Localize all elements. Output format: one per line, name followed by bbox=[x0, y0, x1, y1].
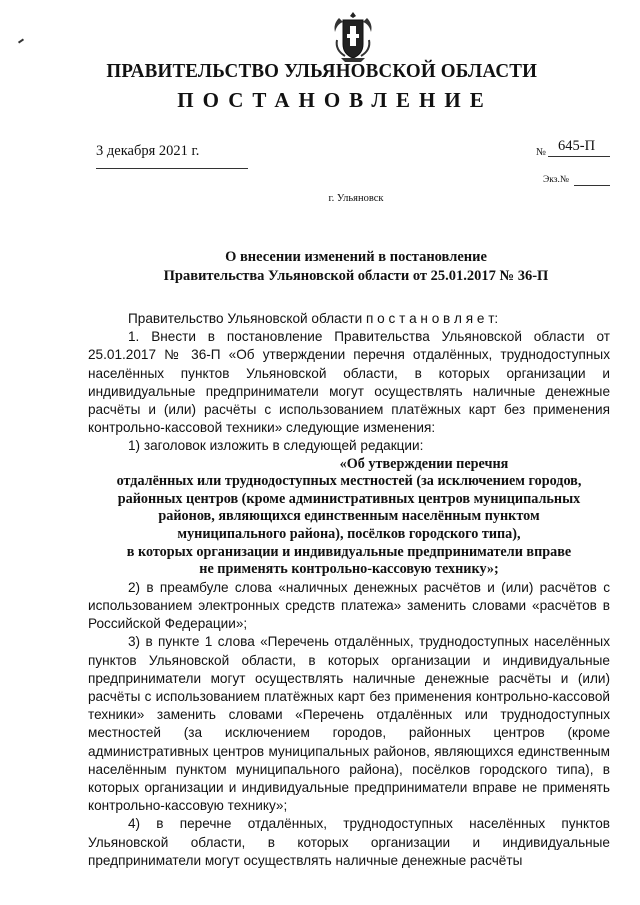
document-subject bbox=[0, 248, 640, 286]
city-name: г. Ульяновск bbox=[328, 193, 384, 204]
quote-line: в которых организации и индивидуальные предприниматели вправе bbox=[126, 543, 572, 560]
paragraph-subitem-3: 3) в пункте 1 слова «Перечень отдалённых, труднодоступных населённых пунктов Ульяновской области, в которых организации и индивидуальные предприниматели могут осуществлять наличные денежные расчёты и (или) расчёты с использованием платёжных карт без применения контрольно-кассовой техники» заменить словами «Перечень отдалённых или труднодоступных местностей (за исключением городов, районных центров (кроме административных центров муниципальных районов, являющихся единственным населённым пунктом муниципального района), посёлков городского типа), в которых организации и индивидуальные предприниматели вправе не применять контрольно-кассовую технику»; bbox=[88, 634, 610, 814]
document-body bbox=[88, 310, 610, 870]
number-sign: № bbox=[536, 147, 547, 158]
new-title-quote bbox=[88, 456, 610, 579]
paragraph-subitem-1: 1) заголовок изложить в следующей редакции: bbox=[128, 438, 424, 454]
paragraph-item-1: 1. Внести в постановление Правительства Ульяновской области от 25.01.2017 № 36-П «Об утверждении перечня отдалённых, труднодоступных населённых пунктов Ульяновской области, в которых организации и индивидуальные предприниматели могут осуществлять наличные денежные расчёты и (или) расчёты с использованием платёжных карт без применения контрольно-кассовой техники» следующие изменения: bbox=[88, 329, 610, 436]
subject-line: Правительства Ульяновской области от 25.01.2017 № 36-П bbox=[163, 268, 549, 284]
document-date: 3 декабря 2021 г. bbox=[96, 143, 200, 159]
quote-line: «Об утверждении перечня bbox=[339, 455, 509, 472]
copy-number-underline bbox=[574, 185, 610, 186]
document-number: 645-П bbox=[558, 138, 596, 154]
quote-line: муниципального района), посёлков городского типа), bbox=[177, 526, 521, 542]
quote-line: районных центров (кроме административных центров муниципальных bbox=[117, 490, 581, 507]
date-underline bbox=[96, 168, 248, 169]
government-title: ПРАВИТЕЛЬСТВО УЛЬЯНОВСКОЙ ОБЛАСТИ bbox=[106, 60, 538, 82]
paragraph-subitem-2: 2) в преамбуле слова «наличных денежных расчётов и (или) расчётов с использованием электронных средств платежа» заменить словами «расчётов в Российской Федерации»; bbox=[88, 579, 610, 632]
quote-line: районов, являющихся единственным населённым пунктом bbox=[158, 508, 540, 525]
document-type: ПОСТАНОВЛЕНИЕ bbox=[177, 88, 493, 112]
copy-number-label: Экз.№ bbox=[543, 175, 569, 185]
paragraph-subitem-4: 4) в перечне отдалённых, труднодоступных населённых пунктов Ульяновской области, в которых организации и индивидуальные предприниматели могут осуществлять наличные денежные расчёты bbox=[88, 816, 610, 868]
quote-line: отдалённых или труднодоступных местностей (за исключением городов, bbox=[116, 473, 582, 490]
number-underline bbox=[548, 156, 610, 157]
quote-line: не применять контрольно-кассовую технику»; bbox=[199, 561, 499, 578]
coat-of-arms-emblem bbox=[331, 10, 375, 64]
margin-mark bbox=[18, 38, 24, 43]
subject-line: О внесении изменений в постановление bbox=[225, 249, 487, 265]
resolution-intro: Правительство Ульяновской области п о с т а н о в л я е т: bbox=[128, 311, 499, 326]
